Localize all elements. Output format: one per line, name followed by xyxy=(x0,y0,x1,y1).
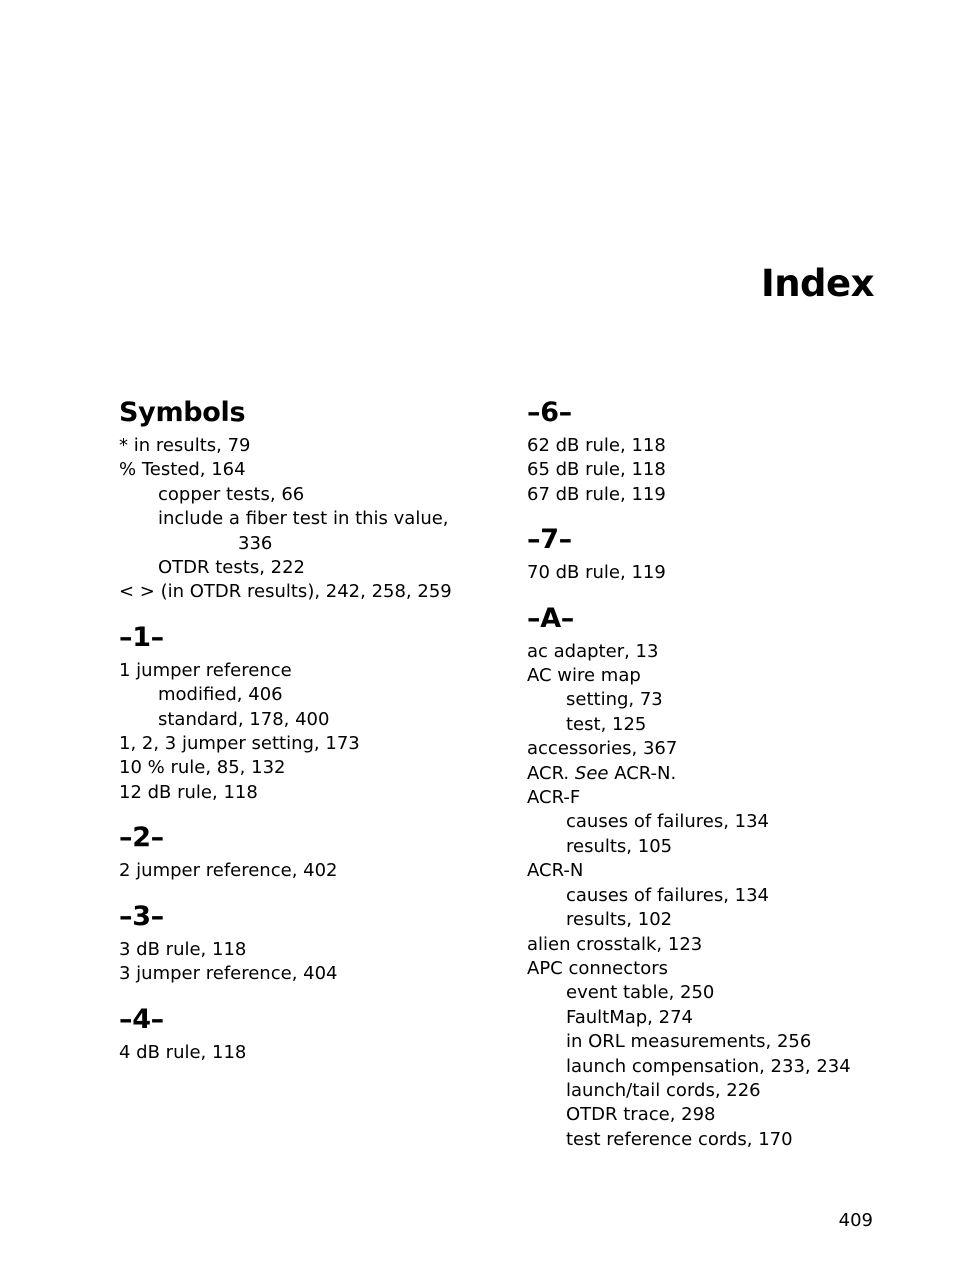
index-subentry: causes of failures, 134 xyxy=(566,884,769,906)
index-entry: 10 % rule, 85, 132 xyxy=(119,757,286,779)
index-column-right xyxy=(527,396,907,1168)
index-subentry: standard, 178, 400 xyxy=(158,708,330,730)
index-entry: alien crosstalk, 123 xyxy=(527,933,703,955)
index-entry: 1, 2, 3 jumper setting, 173 xyxy=(119,733,360,755)
index-subentry: setting, 73 xyxy=(566,689,663,711)
index-entry: ACR-N xyxy=(527,860,584,882)
index-subentry: test, 125 xyxy=(566,713,647,735)
index-subentry: event table, 250 xyxy=(566,982,715,1004)
index-subentry: OTDR trace, 298 xyxy=(566,1104,716,1126)
see-target: ACR-N. xyxy=(614,762,677,784)
index-section-7 xyxy=(527,523,907,585)
section-heading: –2– xyxy=(119,822,164,854)
section-heading: Symbols xyxy=(119,397,246,428)
page-title: Index xyxy=(760,262,874,305)
page-number: 409 xyxy=(838,1210,873,1231)
index-entry: ac adapter, 13 xyxy=(527,640,659,662)
index-subentry: FaultMap, 274 xyxy=(566,1006,693,1028)
index-entry: < > (in OTDR results), 242, 258, 259 xyxy=(119,581,452,603)
index-subentry: OTDR tests, 222 xyxy=(158,557,305,579)
index-entry-cross-reference xyxy=(527,762,907,786)
index-entry: ACR-F xyxy=(527,787,581,809)
index-entry: 1 jumper reference xyxy=(119,659,292,681)
index-subentry: modified, 406 xyxy=(158,684,283,706)
index-subentry-continued: 336 xyxy=(238,532,273,554)
index-section-1 xyxy=(119,621,499,805)
index-entry: 4 dB rule, 118 xyxy=(119,1041,247,1063)
index-column-left xyxy=(119,396,499,1081)
index-entry: accessories, 367 xyxy=(527,738,678,760)
index-entry: 62 dB rule, 118 xyxy=(527,435,666,456)
index-subentry: in ORL measurements, 256 xyxy=(566,1031,812,1053)
index-subentry: copper tests, 66 xyxy=(158,483,305,505)
index-subentry: launch compensation, 233, 234 xyxy=(566,1055,851,1077)
index-entry: APC connectors xyxy=(527,957,669,979)
index-entry: 65 dB rule, 118 xyxy=(527,459,666,481)
index-section-3 xyxy=(119,900,499,987)
index-entry: % Tested, 164 xyxy=(119,459,246,481)
index-entry: 3 dB rule, 118 xyxy=(119,938,247,960)
index-section-4 xyxy=(119,1003,499,1065)
index-section-a xyxy=(527,602,907,1153)
index-entry: 3 jumper reference, 404 xyxy=(119,963,338,985)
index-entry: 12 dB rule, 118 xyxy=(119,781,258,803)
see-label: See xyxy=(574,762,609,784)
index-subentry: results, 105 xyxy=(566,835,673,857)
index-section-2 xyxy=(119,821,499,883)
index-entry: 67 dB rule, 119 xyxy=(527,483,666,505)
index-subentry: results, 102 xyxy=(566,909,673,931)
index-subentry: causes of failures, 134 xyxy=(566,811,769,833)
index-section-symbols xyxy=(119,396,499,605)
index-entry: * in results, 79 xyxy=(119,435,251,456)
section-heading: –4– xyxy=(119,1003,164,1035)
section-heading: –7– xyxy=(527,524,572,556)
index-subentry: test reference cords, 170 xyxy=(566,1128,793,1150)
index-subentry: include a fiber test in this value, xyxy=(158,508,449,530)
index-entry: 70 dB rule, 119 xyxy=(527,562,666,584)
index-subentry: launch/tail cords, 226 xyxy=(566,1079,761,1101)
section-heading: –6– xyxy=(527,397,572,428)
index-entry: AC wire map xyxy=(527,665,641,687)
section-heading: –3– xyxy=(119,900,164,932)
section-heading: –1– xyxy=(119,621,164,653)
index-section-6 xyxy=(527,396,907,507)
section-heading: –A– xyxy=(527,602,574,634)
index-entry: 2 jumper reference, 402 xyxy=(119,860,338,882)
entry-term: ACR. xyxy=(527,762,570,784)
